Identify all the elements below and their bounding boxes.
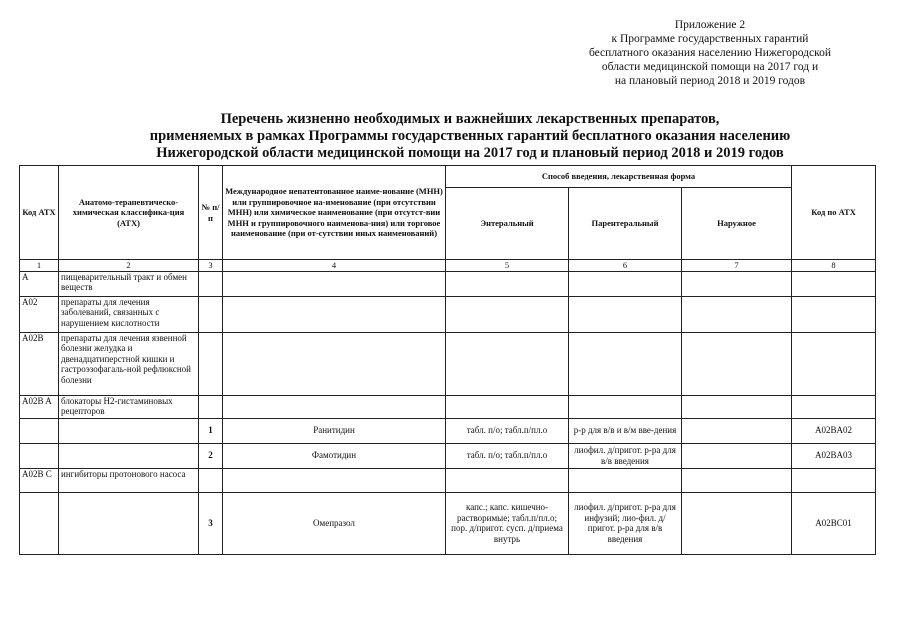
cell-enteral: табл. п/о; табл.п/пл.о (446, 443, 569, 468)
table-row (20, 468, 876, 492)
column-number: 8 (792, 260, 876, 272)
cell-name: Ранитидин (223, 418, 446, 443)
document-title (20, 111, 905, 162)
cell-class: блокаторы H2-гистаминовых рецепторов (59, 395, 199, 418)
cell-atx (792, 332, 876, 395)
column-number: 4 (223, 260, 446, 272)
header-number: № п/п (199, 166, 223, 260)
cell-external (682, 492, 792, 554)
cell-atx: A02BC01 (792, 492, 876, 554)
cell-name: Фамотидин (223, 443, 446, 468)
header-enteral: Энтеральный (446, 188, 569, 260)
cell-external (682, 296, 792, 332)
title-line: Перечень жизненно необходимых и важнейших лекарственных препаратов, (220, 111, 720, 127)
cell-atx: A02BA03 (792, 443, 876, 468)
cell-atx (792, 395, 876, 418)
cell-atx: A02BA02 (792, 418, 876, 443)
cell-enteral (446, 296, 569, 332)
cell-name (223, 296, 446, 332)
cell-parenteral: лиофил. д/пригот. р-ра для в/в введения (569, 443, 682, 468)
column-number: 2 (59, 260, 199, 272)
title-line: Нижегородской области медицинской помощи на 2017 год и плановый период 2018 и 2019 годов (156, 145, 784, 161)
cell-enteral: табл. п/о; табл.п/пл.о (446, 418, 569, 443)
cell-name (223, 271, 446, 296)
column-number: 6 (569, 260, 682, 272)
header-atx-code: Код АТХ (20, 166, 59, 260)
cell-num (199, 332, 223, 395)
column-number: 7 (682, 260, 792, 272)
cell-code: A (20, 271, 59, 296)
cell-parenteral: лиофил. д/пригот. р-ра для инфузий; лио-фил. д/пригот. р-ра для в/в введения (569, 492, 682, 554)
header-parenteral: Парентеральный (569, 188, 682, 260)
header-route-group: Способ введения, лекарственная форма (446, 166, 792, 188)
annex-line: бесплатного оказания населению Нижегородской (588, 47, 832, 59)
cell-num: 3 (199, 492, 223, 554)
cell-code: A02 (20, 296, 59, 332)
drug-list-table (19, 165, 876, 555)
annex-line: Приложение 2 (674, 19, 746, 31)
cell-class (59, 443, 199, 468)
cell-name (223, 332, 446, 395)
cell-code: A02B A (20, 395, 59, 418)
cell-enteral (446, 271, 569, 296)
cell-num: 1 (199, 418, 223, 443)
cell-parenteral (569, 296, 682, 332)
cell-external (682, 468, 792, 492)
cell-atx (792, 468, 876, 492)
header-external: Наружное (682, 188, 792, 260)
cell-parenteral (569, 468, 682, 492)
annex-line: на плановый период 2018 и 2019 годов (614, 75, 806, 87)
cell-class (59, 418, 199, 443)
cell-enteral (446, 395, 569, 418)
cell-code (20, 418, 59, 443)
cell-external (682, 332, 792, 395)
cell-enteral (446, 332, 569, 395)
cell-num (199, 296, 223, 332)
table-row (20, 395, 876, 418)
cell-external (682, 418, 792, 443)
column-number: 1 (20, 260, 59, 272)
table-row (20, 418, 876, 443)
cell-num (199, 271, 223, 296)
cell-class: пищеварительный тракт и обмен веществ (59, 271, 199, 296)
cell-enteral (446, 468, 569, 492)
cell-atx (792, 296, 876, 332)
cell-name: Омепразол (223, 492, 446, 554)
cell-name (223, 468, 446, 492)
annex-header (560, 18, 860, 88)
cell-num: 2 (199, 443, 223, 468)
cell-parenteral (569, 271, 682, 296)
cell-parenteral (569, 332, 682, 395)
cell-class: препараты для лечения заболеваний, связанных с нарушением кислотности (59, 296, 199, 332)
cell-external (682, 271, 792, 296)
cell-class: препараты для лечения язвенной болезни желудка и двенадцатиперстной кишки и гастроэзофагаль-ной рефлюксной болезни (59, 332, 199, 395)
table-row (20, 296, 876, 332)
cell-parenteral (569, 395, 682, 418)
table-row (20, 271, 876, 296)
annex-line: к Программе государственных гарантий (611, 33, 809, 45)
header-name: Международное непатентованное наиме-нование (МНН) или группировочное на-именование (при отсутствии МНН) или химическое наименование (при отсутст-вии МНН и группировочного наименова-ния) или торговое наименование (при от-сутствии иных наименований) (223, 166, 446, 260)
title-line: применяемых в рамках Программы государственных гарантий бесплатного оказания населению (149, 128, 791, 144)
cell-code: A02B C (20, 468, 59, 492)
table-row (20, 443, 876, 468)
column-number-row (20, 260, 876, 272)
cell-enteral: капс.; капс. кишечно-растворимые; табл.п/пл.о; пор. д/пригот. сусп. д/приема внутрь (446, 492, 569, 554)
header-atx-code-right: Код по АТХ (792, 166, 876, 260)
cell-name (223, 395, 446, 418)
header-classification: Анатомо-терапевтическо-химическая классифика-ция (АТХ) (59, 166, 199, 260)
cell-class: ингибиторы протонового насоса (59, 468, 199, 492)
cell-code (20, 492, 59, 554)
cell-external (682, 395, 792, 418)
table-row (20, 332, 876, 395)
annex-line: области медицинской помощи на 2017 год и (601, 61, 819, 73)
cell-code (20, 443, 59, 468)
column-number: 3 (199, 260, 223, 272)
cell-code: A02B (20, 332, 59, 395)
cell-parenteral: р-р для в/в и в/м вве-дения (569, 418, 682, 443)
cell-class (59, 492, 199, 554)
cell-num (199, 395, 223, 418)
column-number: 5 (446, 260, 569, 272)
table-row (20, 492, 876, 554)
cell-num (199, 468, 223, 492)
cell-external (682, 443, 792, 468)
cell-atx (792, 271, 876, 296)
